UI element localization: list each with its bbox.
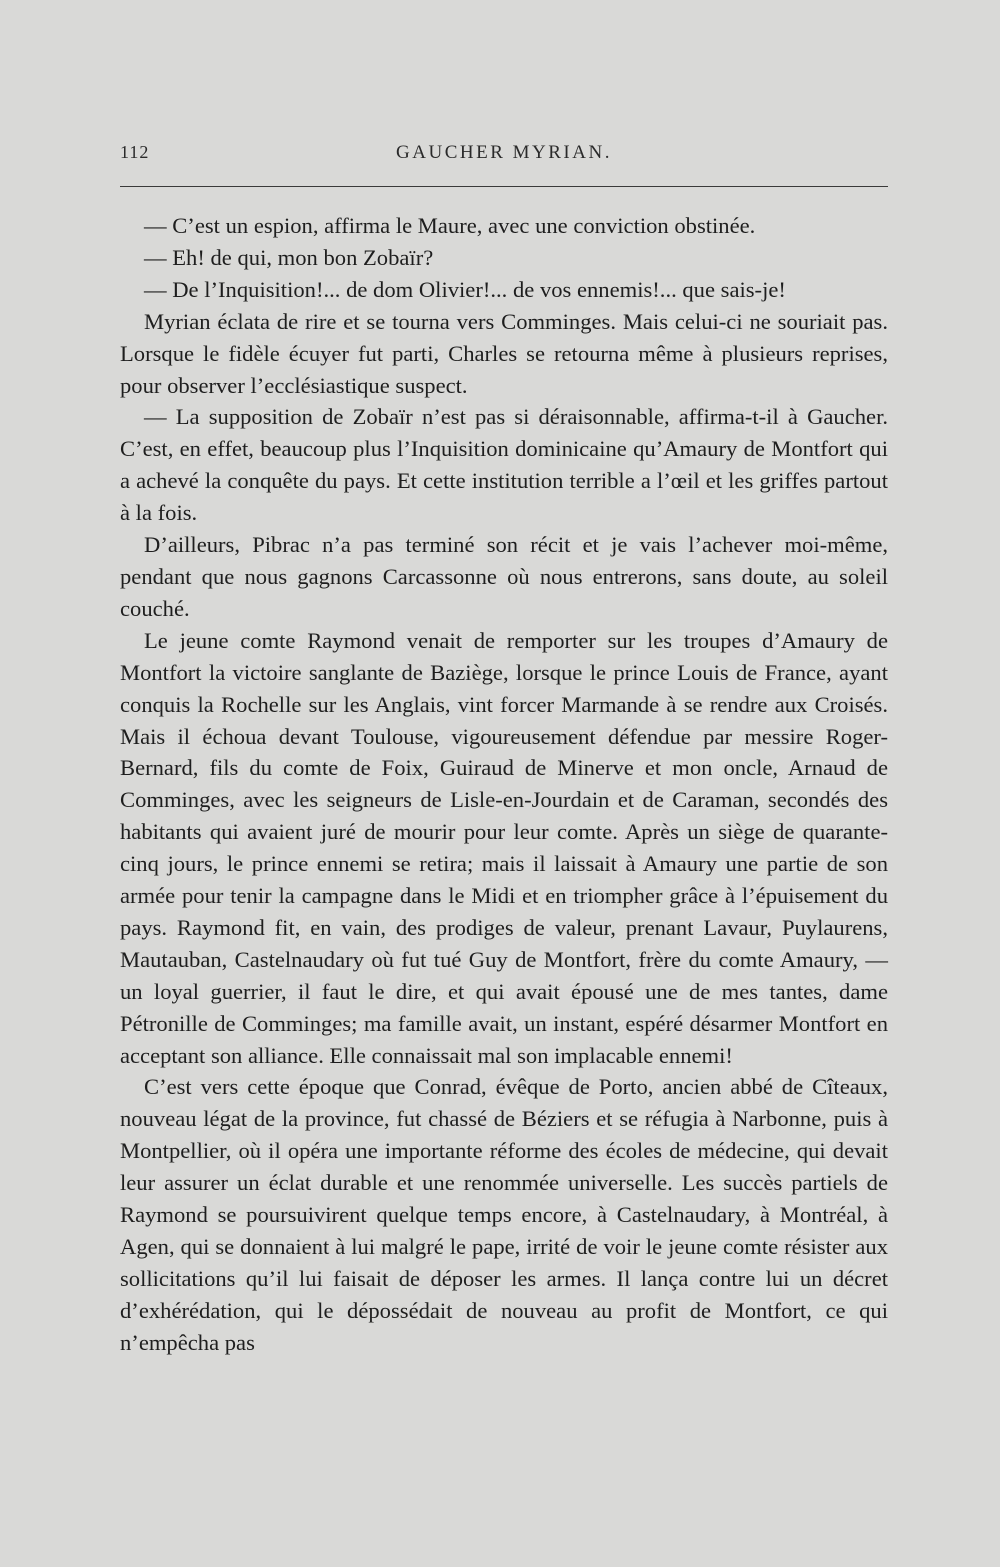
paragraph: D’ailleurs, Pibrac n’a pas terminé son récit et je vais l’achever moi-même, pendant que nous gagnons Carcassonne où nous entrerons, sans doute, au soleil couché. [120,532,888,621]
page-header [120,142,888,168]
paragraph: — La supposition de Zobaïr n’est pas si déraisonnable, affirma-t-il à Gaucher. C’est, en effet, beaucoup plus l’Inquisition dominicaine qu’Amaury de Montfort qui a achevé la conquête du pays. Et cette institution terrible a l’œil et les griffes partout à la fois. [120,404,888,526]
paragraph: — C’est un espion, affirma le Maure, avec une conviction obstinée. [144,213,756,238]
body-text [120,210,888,1359]
paragraph: — Eh! de qui, mon bon Zobaïr? [144,244,434,270]
paragraph: — De l’Inquisition!... de dom Olivier!... de vos ennemis!... que sais-je! [144,276,786,302]
paragraph: Le jeune comte Raymond venait de remporter sur les troupes d’Amaury de Montfort la victoire sanglante de Baziège, lorsque le prince Louis de France, ayant conquis la Rochelle sur les Anglais, vint forcer Marmande à se rendre aux Croisés. Mais il échoua devant Toulouse, vigoureusement défendue par messire Roger-Bernard, fils du comte de Foix, Guiraud de Minerve et mon oncle, Arnaud de Comminges, avec les seigneurs de Lisle-en-Jourdain et de Caraman, secondés des habitants qui avaient juré de mourir pour leur comte. Après un siège de quarante-cinq jours, le prince ennemi se retira; mais il laissait à Amaury une partie de son armée pour tenir la campagne dans le Midi et en triompher grâce à l’épuisement du pays. Raymond fit, en vain, des prodiges de valeur, prenant Lavaur, Puylaurens, Mautauban, Castelnaudary où fut tué Guy de Montfort, frère du comte Amaury, — un loyal guerrier, il faut le dire, et qui avait épousé une de mes tantes, dame Pétronille de Comminges; ma famille avait, un instant, espéré désarmer Montfort en acceptant son alliance. Elle connaissait mal son implacable ennemi! [120,627,888,1068]
paragraph: C’est vers cette époque que Conrad, évêque de Porto, ancien abbé de Cîteaux, nouveau légat de la province, fut chassé de Béziers et se réfugia à Narbonne, puis à Montpellier, où il opéra une importante réforme des écoles de médecine, qui devait leur assurer un éclat durable et une renommée universelle. Les succès partiels de Raymond se poursuivirent quelque temps encore, à Castelnaudary, à Montréal, à Agen, qui se donnaient à lui malgré le pape, irrité de voir le jeune comte résister aux sollicitations qu’il lui faisait de déposer les armes. Il lança contre lui un décret d’exhérédation, qui le dépossédait de nouveau au profit de Montfort, ce qui n’empêcha pas [120,1074,888,1355]
paragraph: Myrian éclata de rire et se tourna vers Comminges. Mais celui-ci ne souriait pas. Lorsque le fidèle écuyer fut parti, Charles se retourna même à plusieurs reprises, pour observer l’ecclésiastique suspect. [120,308,888,398]
header-rule [120,186,888,187]
running-title: GAUCHER MYRIAN. [396,142,612,163]
page-number: 112 [120,142,150,162]
